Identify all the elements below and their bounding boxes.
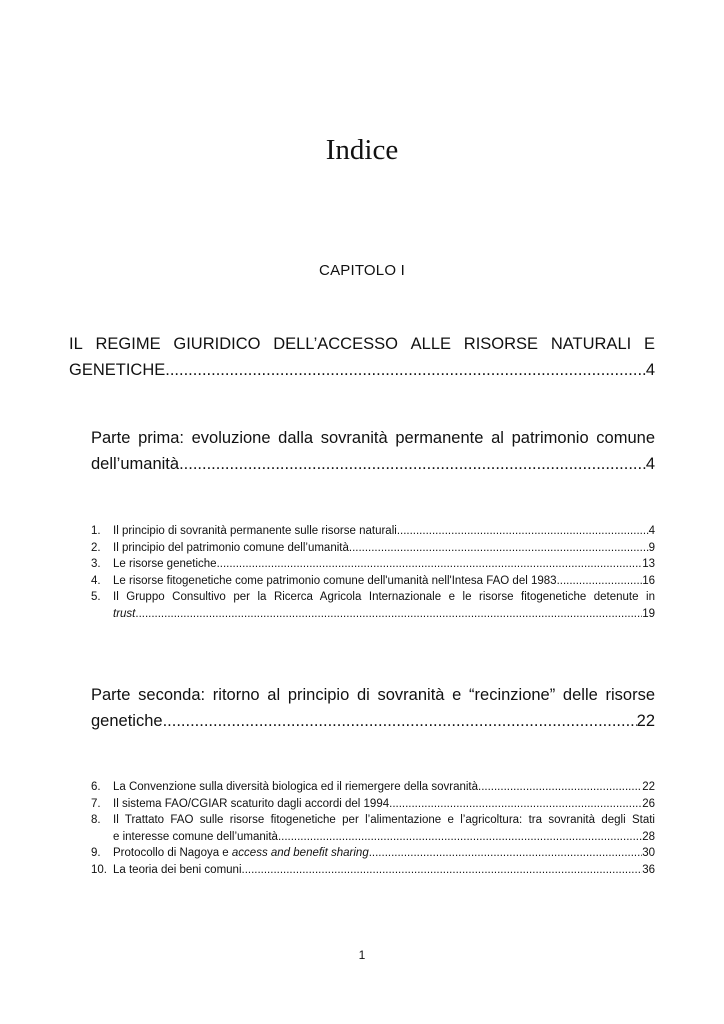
section-word: NATURALI — [550, 335, 632, 353]
dot-leader — [369, 845, 642, 862]
toc-item — [91, 589, 655, 622]
dot-leader — [163, 708, 637, 734]
toc-item-text: Il sistema FAO/CGIAR scaturito dagli accordi del 1994 — [113, 797, 390, 810]
toc-item-text: Le risorse fitogenetiche come patrimonio comune dell'umanità nell'Intesa FAO del 1983 — [113, 574, 557, 587]
part-two-toc-list — [91, 779, 655, 879]
dot-leader — [165, 357, 646, 383]
toc-item-text: Le risorse genetiche — [113, 558, 217, 571]
section-word: ALLE — [410, 335, 452, 353]
part-two-heading — [91, 682, 655, 734]
page-number: 1 — [358, 948, 366, 962]
toc-item — [91, 523, 655, 540]
part-one-toc-list — [91, 523, 655, 623]
part-one-line2 — [91, 451, 655, 477]
toc-item — [91, 845, 655, 862]
dot-leader — [389, 796, 642, 813]
toc-item-page: 9 — [648, 541, 655, 554]
toc-item-number: 9. — [91, 847, 101, 860]
toc-item-text: La teoria dei beni comuni — [113, 863, 242, 876]
section-heading — [69, 331, 655, 383]
section-heading-line2 — [69, 357, 655, 383]
dot-leader — [557, 573, 643, 590]
toc-item-text-italic: trust — [113, 607, 136, 620]
section-word: E — [643, 335, 655, 353]
part-one-page-number: 4 — [645, 455, 655, 473]
section-page-number: 4 — [645, 361, 655, 379]
toc-item-number: 3. — [91, 558, 101, 571]
toc-item — [91, 556, 655, 573]
part-one-heading — [91, 425, 655, 477]
toc-item-page: 28 — [642, 830, 655, 843]
toc-item-text: Il principio di sovranità permanente sulle risorse naturali — [113, 525, 397, 537]
toc-item-page: 26 — [642, 797, 655, 810]
toc-item-text: La Convenzione sulla diversità biologica ed il riemergere della sovranità — [113, 781, 479, 793]
chapter-heading: CAPITOLO I — [319, 262, 405, 279]
toc-item-page: 16 — [642, 574, 655, 587]
toc-item-text: Protocollo di Nagoya e — [113, 847, 232, 860]
section-word: IL — [69, 335, 83, 353]
dot-leader — [349, 540, 649, 557]
toc-item-number: 6. — [91, 781, 101, 793]
toc-item-number: 2. — [91, 541, 101, 554]
section-word: GIURIDICO — [173, 335, 261, 353]
toc-item-page: 13 — [642, 558, 655, 571]
dot-leader — [179, 451, 646, 477]
dot-leader — [478, 779, 642, 796]
dot-leader — [278, 829, 642, 846]
dot-leader — [135, 606, 642, 623]
part-two-page-number: 22 — [636, 712, 655, 730]
toc-item-text-line1: Il Gruppo Consultivo per la Ricerca Agricola Internazionale e le risorse fitogenetiche detenute in — [113, 591, 655, 604]
toc-item-text: Il principio del patrimonio comune dell’umanità — [113, 541, 349, 554]
section-word: DELL’ACCESSO — [273, 335, 398, 353]
section-word: REGIME — [95, 335, 161, 353]
toc-item-number: 7. — [91, 797, 101, 810]
toc-item-number: 4. — [91, 574, 101, 587]
part-one-text: dell’umanità — [91, 455, 180, 473]
toc-item-page: 22 — [642, 781, 655, 793]
toc-item-page: 30 — [642, 847, 655, 860]
dot-leader — [217, 556, 643, 573]
toc-item-page: 4 — [648, 525, 655, 537]
part-two-text: genetiche — [91, 712, 163, 730]
toc-item — [91, 862, 655, 879]
section-heading-line1 — [69, 331, 655, 357]
section-word: RISORSE — [463, 335, 539, 353]
part-two-line1: Parte seconda: ritorno al principio di sovranità e “recinzione” delle risorse — [91, 686, 655, 704]
toc-item-page: 19 — [642, 607, 655, 620]
toc-item-text-line1: Il Trattato FAO sulle risorse fitogenetiche per l’alimentazione e l’agricoltura: tra sovranità degli Stati — [113, 814, 655, 827]
toc-item-page: 36 — [642, 863, 655, 876]
toc-item-number: 5. — [91, 591, 101, 604]
toc-item-number: 8. — [91, 814, 101, 827]
toc-item-number: 10. — [91, 863, 107, 876]
document-title: Indice — [325, 134, 399, 166]
toc-item-text-italic: access and benefit sharing — [231, 847, 369, 860]
part-one-line1: Parte prima: evoluzione dalla sovranità permanente al patrimonio comune — [91, 429, 655, 447]
dot-leader — [242, 862, 643, 879]
toc-item-text-line2: e interesse comune dell’umanità — [113, 830, 278, 843]
dot-leader — [397, 523, 649, 540]
toc-item — [91, 540, 655, 557]
toc-item — [91, 796, 655, 813]
toc-item — [91, 573, 655, 590]
toc-item — [91, 812, 655, 845]
part-two-line2 — [91, 708, 655, 734]
toc-item-number: 1. — [91, 525, 101, 537]
section-heading-text: GENETICHE — [69, 361, 166, 379]
toc-item — [91, 779, 655, 796]
